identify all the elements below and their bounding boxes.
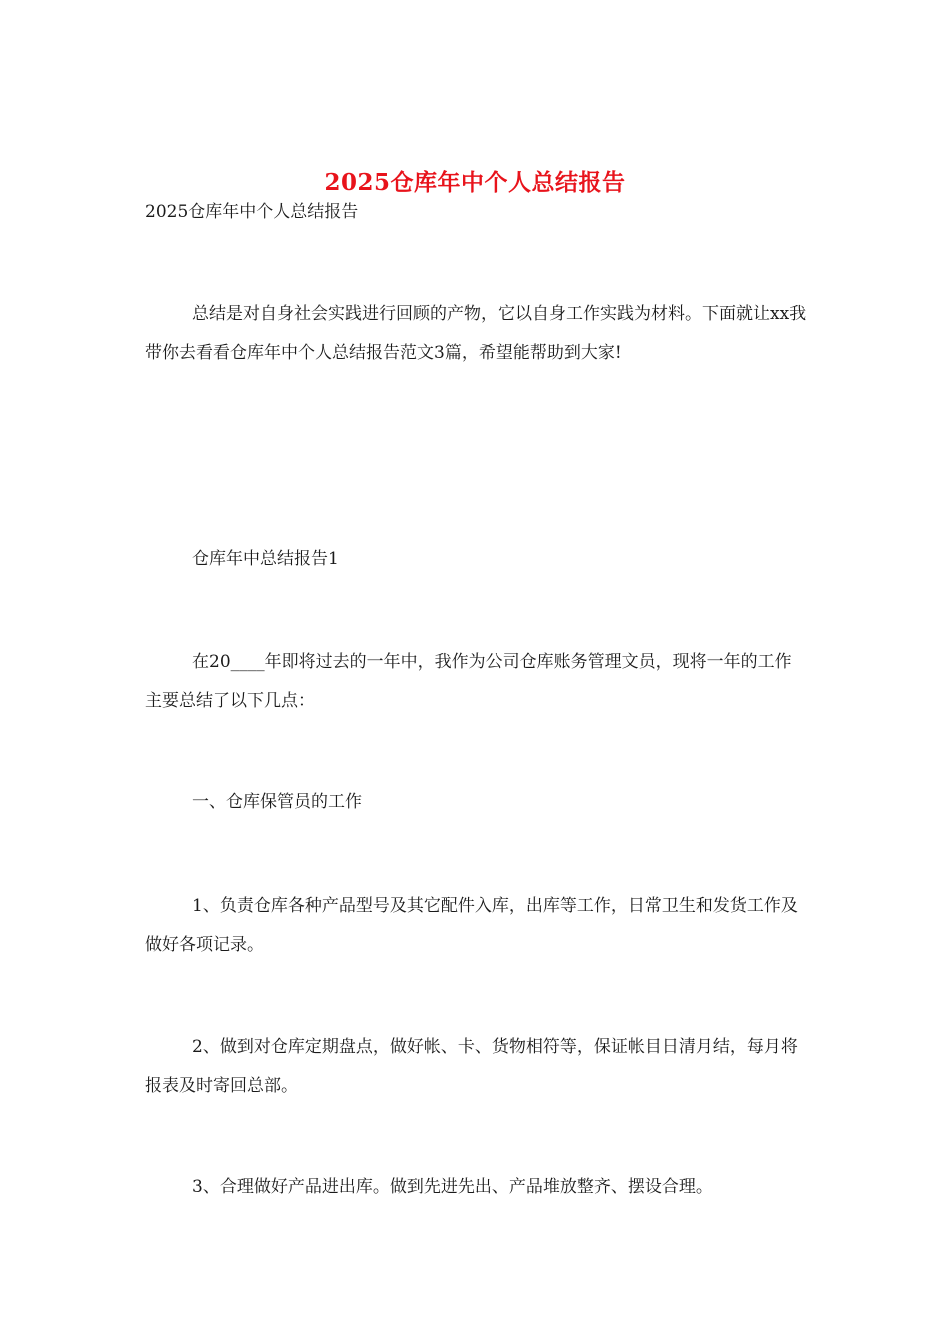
part-1-heading: 一、仓库保管员的工作 [192,792,362,812]
document-title: 2025仓库年中个人总结报告 [324,169,626,197]
list-item: 3、合理做好产品进出库。做到先进先出、产品堆放整齐、摆设合理。 [192,1177,713,1197]
intro-paragraph: 总结是对自身社会实践进行回顾的产物，它以自身工作实践为材料。下面就让xx我带你去看看仓库年中个人总结报告范文3篇，希望能帮助到大家! [145,304,807,363]
list-item: 1、负责仓库各种产品型号及其它配件入库，出库等工作，日常卫生和发货工作及做好各项记录。 [145,896,798,955]
list-item: 2、做到对仓库定期盘点，做好帐、卡、货物相符等，保证帐目日清月结，每月将报表及时寄回总部。 [145,1037,798,1096]
opening-paragraph: 在20____年即将过去的一年中，我作为公司仓库账务管理文员，现将一年的工作主要总结了以下几点： [145,652,792,711]
document-subtitle: 2025仓库年中个人总结报告 [145,202,359,222]
section-heading: 仓库年中总结报告1 [192,549,339,569]
